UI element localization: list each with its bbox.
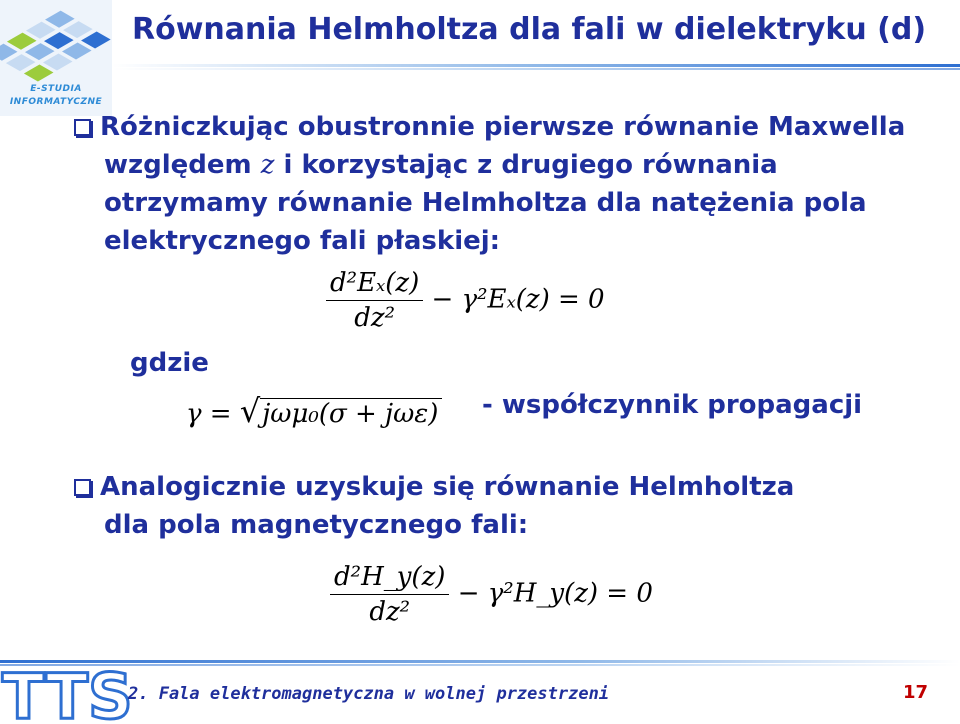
e-studia-logo [0,0,112,116]
logo-text-line1: E-STUDIA [30,84,82,94]
bullet-line: elektrycznego fali płaskiej: [104,226,501,256]
gamma-lhs: γ = [186,399,232,429]
gdzie-label: gdzie [130,348,209,378]
footer-rule [0,660,960,668]
helmholtz-equation-e [326,268,605,333]
bullet-magnetic [74,468,944,544]
propagation-coefficient-label: - współczynnik propagacji [482,390,863,420]
bullet-text: Różniczkując obustronnie pierwsze równanie Maxwella [100,112,906,142]
fraction-denominator: dz² [354,303,396,333]
propagation-coefficient-equation [186,392,442,430]
page-number: 17 [902,682,928,703]
bullet-text: Analogicznie uzyskuje się równanie Helmholtza [100,472,795,502]
checkbox-bullet-icon [74,479,91,496]
bullet-line [74,468,944,506]
helmholtz-equation-h [330,562,653,627]
derivative-fraction [330,562,449,627]
bullet-line [74,108,944,146]
bullet-line [74,146,944,184]
sqrt-symbol: √ [239,392,261,430]
checkbox-bullet-icon [74,119,91,136]
equation-rest: − γ²Eₓ(z) = 0 [431,284,605,315]
fraction-numerator: d²Eₓ(z) [326,268,423,301]
footer-chapter: 2. Fala elektromagnetyczna w wolnej przestrzeni [128,684,610,704]
tts-logo-graphic [0,660,133,724]
fraction-numerator: d²H_y(z) [330,562,449,595]
title-underline [112,64,960,72]
derivative-fraction [326,268,423,333]
equation-rest: − γ²H_y(z) = 0 [457,578,653,609]
tts-logo-text: TTS [2,660,133,724]
bullet-text: względem [104,150,252,180]
tts-logo [0,660,133,724]
sqrt-radicand: jωμ₀(σ + jωε) [260,398,442,429]
logo-text-line2: INFORMATYCZNE [9,97,103,107]
bullet-line: dla pola magnetycznego fali: [104,510,529,540]
slide-title: Równania Helmholtza dla fali w dielektryku (d) [132,12,927,47]
variable-z: z [260,150,275,180]
fraction-denominator: dz² [369,597,411,627]
bullet-line: otrzymamy równanie Helmholtza dla natężenia pola [104,188,867,218]
bullet-maxwell [74,108,944,260]
bullet-text: i korzystając z drugiego równania [283,150,778,180]
